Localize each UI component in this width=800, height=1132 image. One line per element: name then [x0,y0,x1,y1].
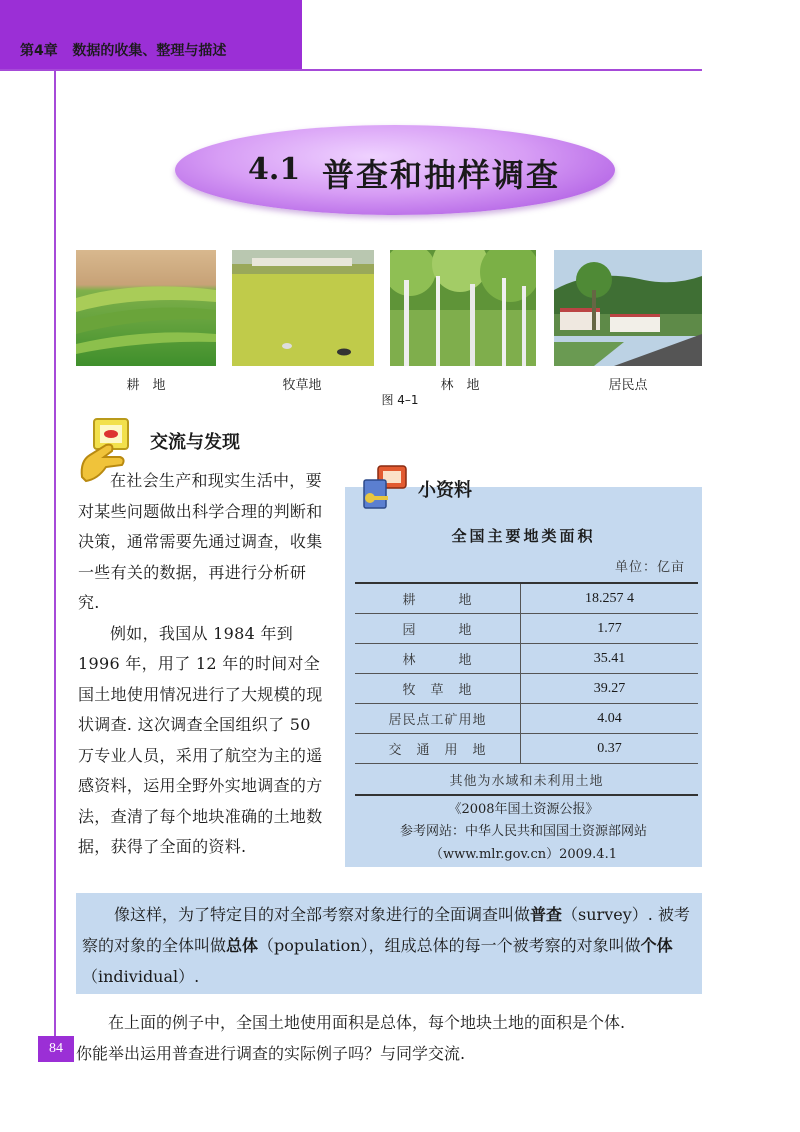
term-survey: 普查 [530,905,563,924]
row-value: 35.41 [521,644,699,674]
row-value: 39.27 [521,674,699,704]
exchange-title: 交流与发现 [150,432,240,453]
section-number: 4.1 [248,152,301,187]
term-population: 总体 [226,936,259,955]
conclusion-text [76,1007,706,1069]
chapter-title: 数据的收集、整理与描述 [72,43,227,59]
page-number: 84 [38,1036,74,1062]
margin-rule [54,70,56,1060]
table-row [355,614,698,644]
caption-grassland: 牧草地 [282,378,322,393]
caption-farmland: 耕 地 [126,378,166,393]
row-value: 4.04 [521,704,699,734]
table-row [355,704,698,734]
header-rule [0,69,702,71]
definition-part: （population），组成总体的每一个被考察的对象叫做 [258,936,641,955]
row-value: 0.37 [521,734,699,764]
exchange-text [78,466,326,863]
forest-photo [390,250,536,366]
table-title: 全国主要地类面积 [451,527,596,545]
table-note: 其他为水域和未利用土地 [355,764,698,796]
info-key-icon [356,462,412,514]
table-row [355,734,698,764]
row-name: 牧 草 地 [355,674,521,704]
exchange-paragraph-1: 在社会生产和现实生活中，要对某些问题做出科学合理的判断和决策，通常需要先通过调查，收集一些有关的数据，再进行分析研究. [78,471,323,612]
row-value: 1.77 [521,614,699,644]
settlement-photo [554,250,702,366]
row-name: 耕 地 [355,583,521,614]
chapter-number: 第4章 [20,43,58,59]
farmland-photo [76,250,216,366]
definition-part: 像这样，为了特定目的对全部考察对象进行的全面调查叫做 [114,905,531,924]
definition-part: （individual）. [82,967,200,986]
exchange-paragraph-2: 例如，我国从 1984 年到 1996 年，用了 12 年的时间对全国土地使用情况进行了大规模的现状调查. 这次调查全国组织了 50 万专业人员，采用了航空为主的遥感资料，运用全野外实地调查的方法，查清了每个地块准确的土地数据，获得了全面的资料. [78,623,323,856]
caption-settlement: 居民点 [608,378,648,393]
table-unit: 单位：亿亩 [614,560,685,575]
source-url: （www.mlr.gov.cn）2009.4.1 [429,847,617,862]
land-area-table [355,582,698,796]
conclusion-line-2: 你能举出运用普查进行调查的实际例子吗？与同学交流. [76,1044,466,1063]
row-name: 林 地 [355,644,521,674]
source-title: 《2008年国土资源公报》 [448,802,599,817]
row-value: 18.257 4 [521,583,699,614]
table-row [355,644,698,674]
source-website: 参考网站：中华人民共和国国土资源部网站 [399,824,647,839]
section-title: 普查和抽样调查 [322,156,561,194]
table-note-row [355,764,698,796]
caption-forest: 林 地 [440,378,480,393]
definition-part: （survey）. 被考察的对象的全体叫做 [82,905,690,955]
conclusion-line-1: 在上面的例子中，全国土地使用面积是总体，每个地块土地的面积是个体. [108,1013,626,1032]
table-row [355,583,698,614]
grassland-photo [232,250,374,366]
info-label: 小资料 [418,480,472,501]
figure-label: 图 4–1 [381,393,419,407]
row-name: 居民点工矿用地 [355,704,521,734]
definition-text [76,899,694,992]
chapter-header [20,40,226,60]
table-row [355,674,698,704]
term-individual: 个体 [640,936,673,955]
row-name: 园 地 [355,614,521,644]
row-name: 交 通 用 地 [355,734,521,764]
